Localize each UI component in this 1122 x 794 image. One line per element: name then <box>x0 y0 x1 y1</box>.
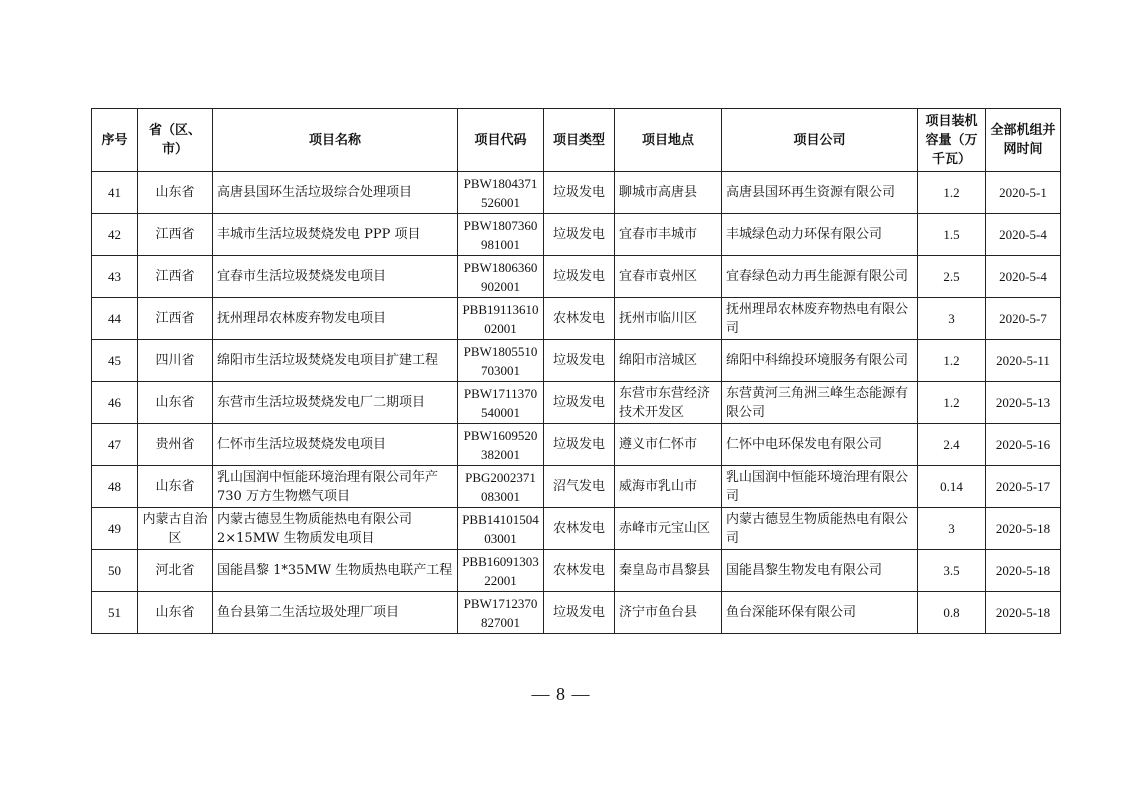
cell-index: 50 <box>92 550 138 592</box>
cell-project-type: 沼气发电 <box>544 466 615 508</box>
header-project-location: 项目地点 <box>615 109 722 172</box>
cell-project-name: 丰城市生活垃圾焚烧发电 PPP 项目 <box>213 214 458 256</box>
header-capacity: 项目装机容量（万千瓦） <box>918 109 986 172</box>
cell-project-type: 农林发电 <box>544 298 615 340</box>
cell-grid-date: 2020-5-18 <box>986 508 1061 550</box>
cell-province: 河北省 <box>138 550 213 592</box>
cell-project-name: 鱼台县第二生活垃圾处理厂项目 <box>213 592 458 634</box>
cell-project-code: PBW1807360981001 <box>458 214 544 256</box>
cell-project-type: 垃圾发电 <box>544 592 615 634</box>
cell-project-code: PBW1804371526001 <box>458 172 544 214</box>
cell-project-location: 赤峰市元宝山区 <box>615 508 722 550</box>
cell-province: 贵州省 <box>138 424 213 466</box>
projects-table <box>91 108 1061 634</box>
cell-province: 四川省 <box>138 340 213 382</box>
cell-project-company: 高唐县国环再生资源有限公司 <box>722 172 918 214</box>
cell-project-company: 宜春绿色动力再生能源有限公司 <box>722 256 918 298</box>
cell-capacity: 3 <box>918 508 986 550</box>
table-row <box>92 298 1061 340</box>
cell-grid-date: 2020-5-17 <box>986 466 1061 508</box>
cell-province: 江西省 <box>138 214 213 256</box>
table-row <box>92 550 1061 592</box>
table-row <box>92 508 1061 550</box>
cell-project-name: 东营市生活垃圾焚烧发电厂二期项目 <box>213 382 458 424</box>
cell-project-company: 绵阳中科绵投环境服务有限公司 <box>722 340 918 382</box>
cell-index: 42 <box>92 214 138 256</box>
page-number: — 8 — <box>531 684 591 704</box>
cell-capacity: 0.14 <box>918 466 986 508</box>
cell-project-type: 垃圾发电 <box>544 340 615 382</box>
cell-project-name: 宜春市生活垃圾焚烧发电项目 <box>213 256 458 298</box>
header-province: 省（区、市） <box>138 109 213 172</box>
cell-project-name: 高唐县国环生活垃圾综合处理项目 <box>213 172 458 214</box>
cell-project-company: 乳山国润中恒能环境治理有限公司 <box>722 466 918 508</box>
table-row <box>92 424 1061 466</box>
cell-province: 内蒙古自治区 <box>138 508 213 550</box>
table-row <box>92 466 1061 508</box>
cell-project-location: 秦皇岛市昌黎县 <box>615 550 722 592</box>
cell-project-name: 内蒙古德昱生物质能热电有限公司 2×15MW 生物质发电项目 <box>213 508 458 550</box>
cell-grid-date: 2020-5-4 <box>986 214 1061 256</box>
cell-capacity: 2.5 <box>918 256 986 298</box>
cell-project-name: 乳山国润中恒能环境治理有限公司年产 730 万方生物燃气项目 <box>213 466 458 508</box>
cell-project-location: 东营市东营经济技术开发区 <box>615 382 722 424</box>
cell-project-location: 宜春市丰城市 <box>615 214 722 256</box>
cell-index: 48 <box>92 466 138 508</box>
cell-project-company: 仁怀中电环保发电有限公司 <box>722 424 918 466</box>
cell-capacity: 2.4 <box>918 424 986 466</box>
cell-project-location: 绵阳市涪城区 <box>615 340 722 382</box>
cell-index: 43 <box>92 256 138 298</box>
cell-project-code: PBW1805510703001 <box>458 340 544 382</box>
cell-project-code: PBB1609130322001 <box>458 550 544 592</box>
cell-project-type: 垃圾发电 <box>544 172 615 214</box>
cell-project-type: 垃圾发电 <box>544 382 615 424</box>
cell-project-code: PBW1609520382001 <box>458 424 544 466</box>
cell-grid-date: 2020-5-11 <box>986 340 1061 382</box>
cell-capacity: 1.2 <box>918 172 986 214</box>
table-row <box>92 340 1061 382</box>
header-project-code: 项目代码 <box>458 109 544 172</box>
cell-province: 山东省 <box>138 466 213 508</box>
table-row <box>92 256 1061 298</box>
cell-project-code: PBW1806360902001 <box>458 256 544 298</box>
cell-province: 山东省 <box>138 172 213 214</box>
cell-index: 47 <box>92 424 138 466</box>
cell-project-location: 济宁市鱼台县 <box>615 592 722 634</box>
table-body <box>92 172 1061 634</box>
cell-capacity: 1.2 <box>918 382 986 424</box>
cell-project-company: 丰城绿色动力环保有限公司 <box>722 214 918 256</box>
cell-project-name: 绵阳市生活垃圾焚烧发电项目扩建工程 <box>213 340 458 382</box>
cell-project-name: 仁怀市生活垃圾焚烧发电项目 <box>213 424 458 466</box>
table-row <box>92 214 1061 256</box>
header-grid-date: 全部机组并网时间 <box>986 109 1061 172</box>
table-row <box>92 592 1061 634</box>
table-row <box>92 382 1061 424</box>
cell-capacity: 3 <box>918 298 986 340</box>
cell-project-type: 垃圾发电 <box>544 424 615 466</box>
cell-project-location: 威海市乳山市 <box>615 466 722 508</box>
cell-project-company: 抚州理昂农林废弃物热电有限公司 <box>722 298 918 340</box>
cell-project-type: 农林发电 <box>544 550 615 592</box>
cell-capacity: 1.5 <box>918 214 986 256</box>
cell-grid-date: 2020-5-18 <box>986 550 1061 592</box>
cell-project-code: PBB1911361002001 <box>458 298 544 340</box>
cell-index: 46 <box>92 382 138 424</box>
cell-province: 江西省 <box>138 256 213 298</box>
cell-project-company: 东营黄河三角洲三峰生态能源有限公司 <box>722 382 918 424</box>
header-project-name: 项目名称 <box>213 109 458 172</box>
cell-grid-date: 2020-5-16 <box>986 424 1061 466</box>
cell-grid-date: 2020-5-18 <box>986 592 1061 634</box>
cell-capacity: 1.2 <box>918 340 986 382</box>
cell-project-type: 垃圾发电 <box>544 256 615 298</box>
cell-project-code: PBG2002371083001 <box>458 466 544 508</box>
header-project-type: 项目类型 <box>544 109 615 172</box>
cell-index: 41 <box>92 172 138 214</box>
cell-grid-date: 2020-5-1 <box>986 172 1061 214</box>
cell-province: 山东省 <box>138 592 213 634</box>
cell-project-location: 抚州市临川区 <box>615 298 722 340</box>
cell-project-name: 抚州理昂农林废弃物发电项目 <box>213 298 458 340</box>
cell-project-type: 农林发电 <box>544 508 615 550</box>
cell-project-company: 国能昌黎生物发电有限公司 <box>722 550 918 592</box>
cell-project-company: 内蒙古德昱生物质能热电有限公司 <box>722 508 918 550</box>
header-index: 序号 <box>92 109 138 172</box>
cell-capacity: 3.5 <box>918 550 986 592</box>
cell-project-code: PBW1711370540001 <box>458 382 544 424</box>
cell-project-type: 垃圾发电 <box>544 214 615 256</box>
cell-index: 51 <box>92 592 138 634</box>
cell-project-code: PBW1712370827001 <box>458 592 544 634</box>
cell-index: 44 <box>92 298 138 340</box>
table-row <box>92 172 1061 214</box>
cell-project-location: 宜春市袁州区 <box>615 256 722 298</box>
header-project-company: 项目公司 <box>722 109 918 172</box>
cell-province: 山东省 <box>138 382 213 424</box>
cell-grid-date: 2020-5-13 <box>986 382 1061 424</box>
cell-province: 江西省 <box>138 298 213 340</box>
cell-project-location: 聊城市高唐县 <box>615 172 722 214</box>
cell-project-company: 鱼台深能环保有限公司 <box>722 592 918 634</box>
cell-project-name: 国能昌黎 1*35MW 生物质热电联产工程 <box>213 550 458 592</box>
cell-project-location: 遵义市仁怀市 <box>615 424 722 466</box>
cell-grid-date: 2020-5-4 <box>986 256 1061 298</box>
cell-grid-date: 2020-5-7 <box>986 298 1061 340</box>
header-row <box>92 109 1061 172</box>
cell-index: 45 <box>92 340 138 382</box>
cell-capacity: 0.8 <box>918 592 986 634</box>
cell-index: 49 <box>92 508 138 550</box>
cell-project-code: PBB1410150403001 <box>458 508 544 550</box>
